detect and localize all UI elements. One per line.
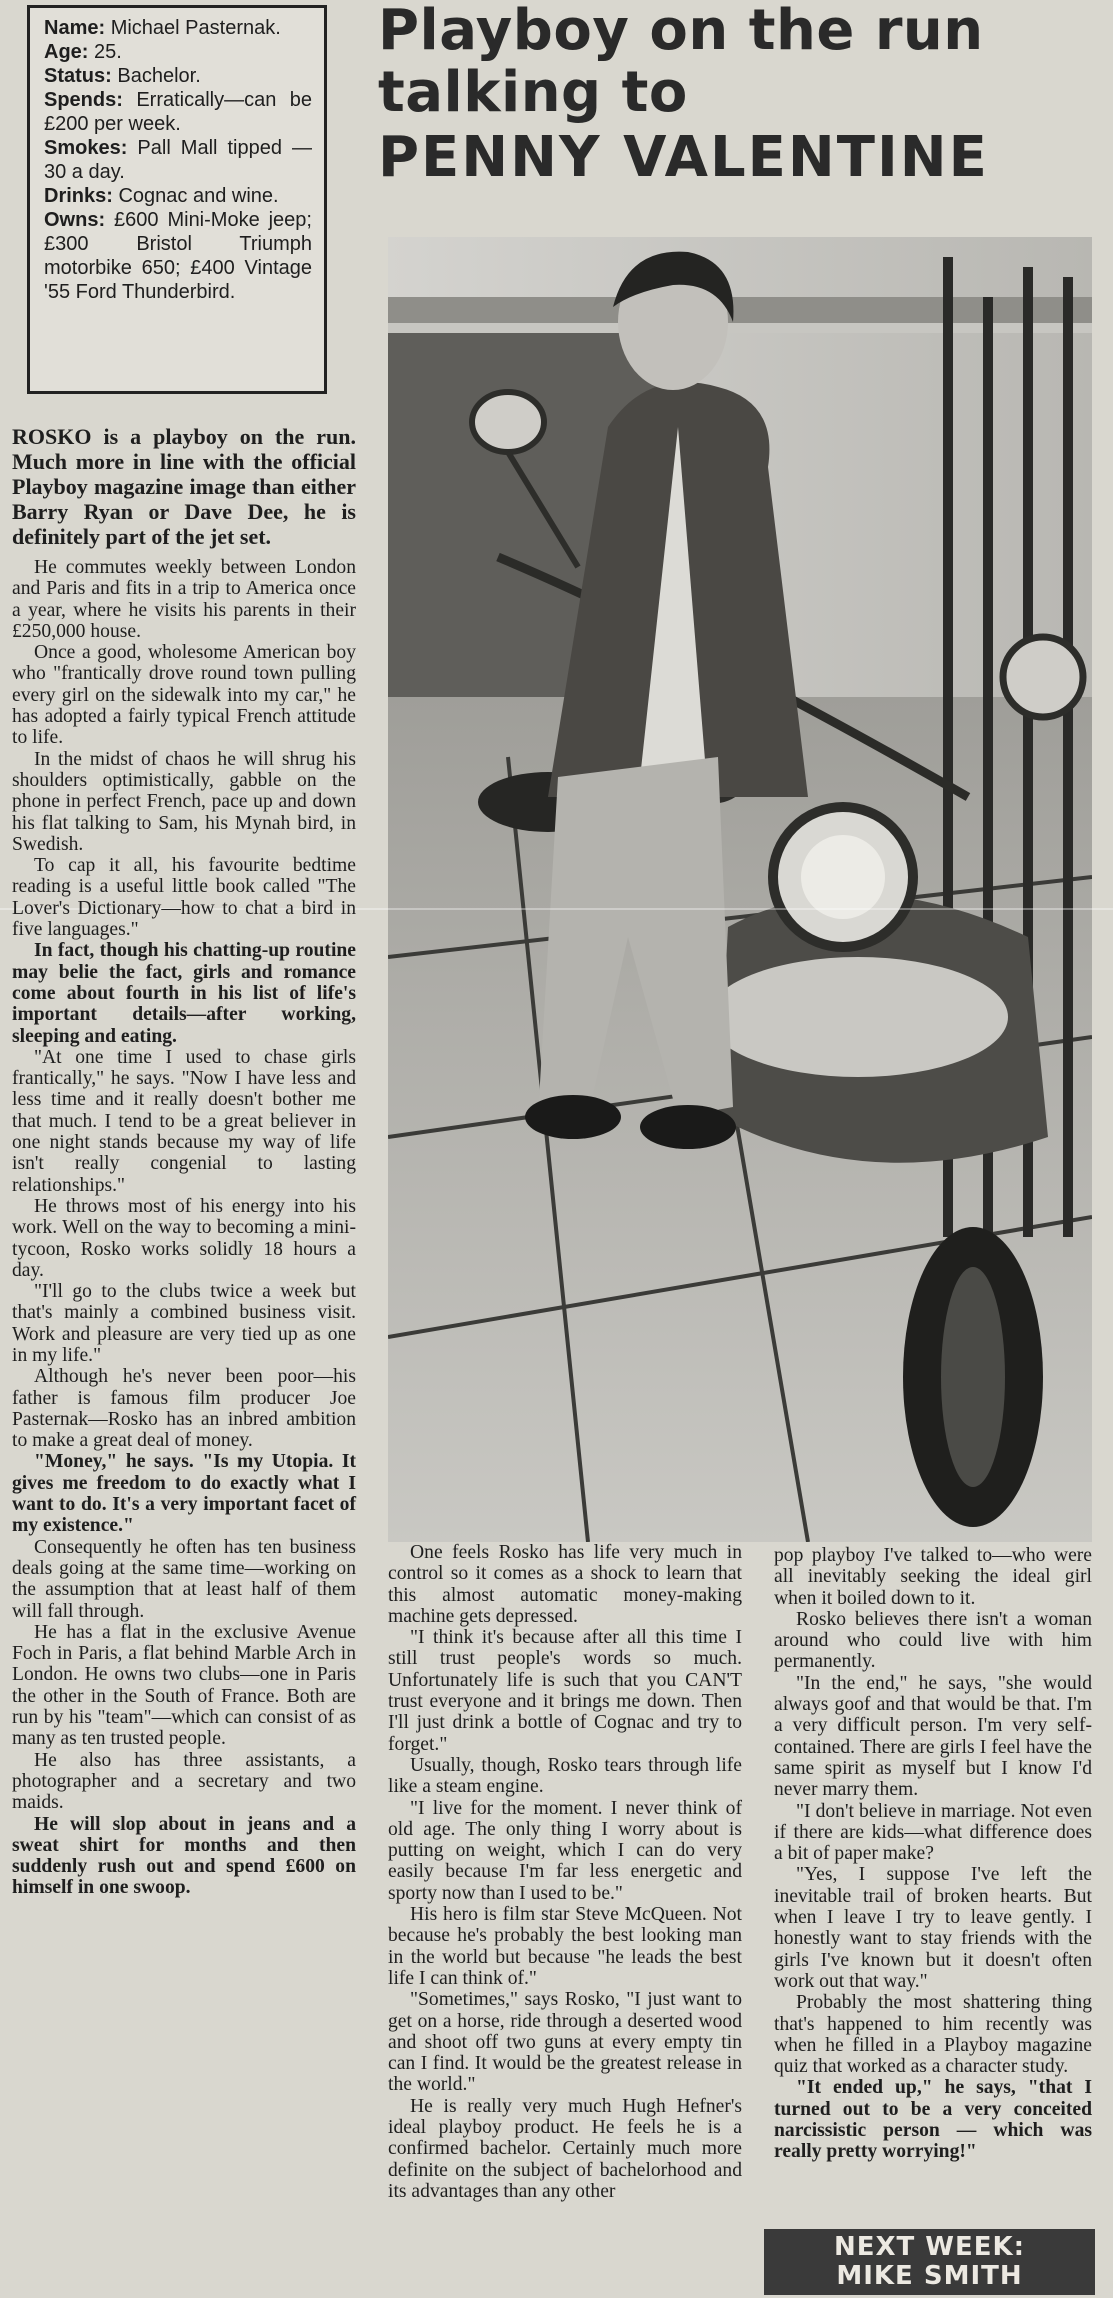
- article-paragraph: Usually, though, Rosko tears through life like a steam engine.: [388, 1754, 742, 1798]
- headline-line-2: talking to: [378, 60, 688, 125]
- article-paragraph: Although he's never been poor—his father is famous film producer Joe Pasternak—Rosko has an inbred ambition to make a great deal of money.: [12, 1366, 356, 1452]
- article-paragraph: Rosko believes there isn't a woman around who could live with him permanently.: [774, 1608, 1092, 1673]
- article-paragraph: "I think it's because after all this time I still trust people's words so much. Unfortunately life is such that you CAN'T trust everyone and it brings me down. Then I'll just drink a bottle of Cognac and try to forget.": [388, 1627, 742, 1755]
- next-week-name: MIKE SMITH: [836, 2261, 1023, 2291]
- article-paragraph: "In the end," he says, "she would always goof and that would be that. I'm a very difficult person. I'm very self-contained. There are girls I feel have the same spirit as myself but I know I'd never marry them.: [774, 1672, 1092, 1801]
- article-paragraph: pop playboy I've talked to—who were all inevitably seeking the ideal girl when it boiled down to it.: [774, 1545, 1092, 1609]
- article-paragraph: "I live for the moment. I never think of old age. The only thing I worry about is putting on weight, which I can do very easily because I'm far less energetic and sporty now than I used to be.": [388, 1797, 742, 1904]
- headline-byline: PENNY VALENTINE: [378, 125, 989, 190]
- fact-age: Age: 25.: [44, 41, 122, 63]
- article-paragraph: To cap it all, his favourite bedtime reading is a useful little book called "The Lover's Dictionary—how to chat a bird in five languages.": [12, 855, 356, 941]
- article-paragraph: "Yes, I suppose I've left the inevitable trail of broken hearts. But when I leave I try to leave gently. I honestly want to stay friends with the girls I've known but it doesn't often work out that way.": [774, 1864, 1092, 1992]
- article-paragraph: "I'll go to the clubs twice a week but that's mainly a combined business visit. Work and pleasure are very tied up as one in my life.": [12, 1281, 356, 1366]
- fact-drinks: Drinks: Cognac and wine.: [44, 185, 279, 207]
- headline: [378, 0, 1106, 190]
- article-paragraph: He is really very much Hugh Hefner's ideal playboy product. He feels he is a confirmed bachelor. Certainly much more definite on the subject of bachelorhood and its advantages than any other: [388, 2095, 742, 2202]
- article-paragraph: "It ended up," he says, "that I turned out to be a very conceited narcissistic person — which was really pretty worrying!": [774, 2077, 1092, 2163]
- fact-name: Name: Michael Pasternak.: [44, 17, 281, 39]
- article-paragraph: His hero is film star Steve McQueen. Not because he's probably the best looking man in the world but because "he leads the best life I can think of.": [388, 1904, 742, 1989]
- article-paragraph: In the midst of chaos he will shrug his shoulders optimistically, gabble on the phone in perfect French, pace up and down his flat talking to Sam, his Mynah bird, in Swedish.: [12, 748, 356, 855]
- fact-status: Status: Bachelor.: [44, 65, 201, 87]
- fact-owns: Owns: £600 Mini-Moke jeep; £300 Bristol Triumph motorbike 650; £400 Vintage '55 Ford Thunderbird.: [44, 209, 312, 303]
- article-paragraph: In fact, though his chatting-up routine may belie the fact, girls and romance come about fourth in his list of life's important details—after working, sleeping and eating.: [12, 940, 356, 1047]
- photo-man-on-motorbike: [388, 237, 1092, 1542]
- article-paragraph: "Money," he says. "Is my Utopia. It gives me freedom to do exactly what I want to do. It's a very important facet of my existence.": [12, 1451, 356, 1537]
- headline-line-1: Playboy on the run: [378, 0, 984, 63]
- photo-illustration: [388, 237, 1092, 1542]
- article-paragraph: One feels Rosko has life very much in control so it comes as a shock to learn that this almost automatic money-making machine gets depressed.: [388, 1542, 742, 1627]
- next-week-label: NEXT WEEK:: [833, 2232, 1026, 2262]
- article-paragraph: Probably the most shattering thing that's happened to him recently was when he filled in a Playboy magazine quiz that worked as a character study.: [774, 1992, 1092, 2078]
- article-paragraph: "At one time I used to chase girls frantically," he says. "Now I have less and less time and it really doesn't bother me that much. I tend to be a great believer in one night stands because my way of life isn't really congenial to lasting relationships.": [12, 1046, 356, 1196]
- article-paragraph: Consequently he often has ten business deals going at the same time—working on the assumption that at least half of them will fall through.: [12, 1536, 356, 1622]
- article-column-2: [388, 1542, 742, 2202]
- article-paragraph: He also has three assistants, a photographer and a secretary and two maids.: [12, 1749, 356, 1814]
- next-week-banner: [764, 2229, 1095, 2295]
- article-paragraph: He has a flat in the exclusive Avenue Foch in Paris, a flat behind Marble Arch in London. He owns two clubs—one in Paris the other in the South of France. Both are run by his "team"—which can consist of as many as ten trusted people.: [12, 1621, 356, 1750]
- fact-smokes: Smokes: Pall Mall tipped —30 a day.: [44, 137, 312, 183]
- article-paragraph: He will slop about in jeans and a sweat shirt for months and then suddenly rush out and spend £600 on himself in one swoop.: [12, 1813, 356, 1899]
- article-paragraph: He commutes weekly between London and Paris and fits in a trip to America once a year, where he visits his parents in their £250,000 house.: [12, 557, 356, 642]
- article-paragraph: "I don't believe in marriage. Not even if there are kids—what difference does a bit of paper make?: [774, 1800, 1092, 1865]
- article-column-3: [774, 1545, 1092, 2163]
- fact-box: [27, 5, 327, 394]
- fact-spends: Spends: Erratically—can be £200 per week.: [44, 89, 312, 135]
- article-paragraph: ROSKO is a playboy on the run. Much more in line with the official Playboy magazine image than either Barry Ryan or Dave Dee, he is definitely part of the jet set.: [12, 424, 356, 549]
- article-paragraph: He throws most of his energy into his work. Well on the way to becoming a mini-tycoon, Rosko works solidly 18 hours a day.: [12, 1195, 356, 1281]
- article-paragraph: "Sometimes," says Rosko, "I just want to get on a horse, ride through a deserted wood and shoot off two guns at every empty tin can I find. It would be the greatest release in the world.": [388, 1989, 742, 2096]
- article-column-1: [12, 424, 356, 1899]
- article-paragraph: Once a good, wholesome American boy who "frantically drove round town pulling every girl on the sidewalk into my car," he has adopted a fairly typical French attitude to life.: [12, 642, 356, 749]
